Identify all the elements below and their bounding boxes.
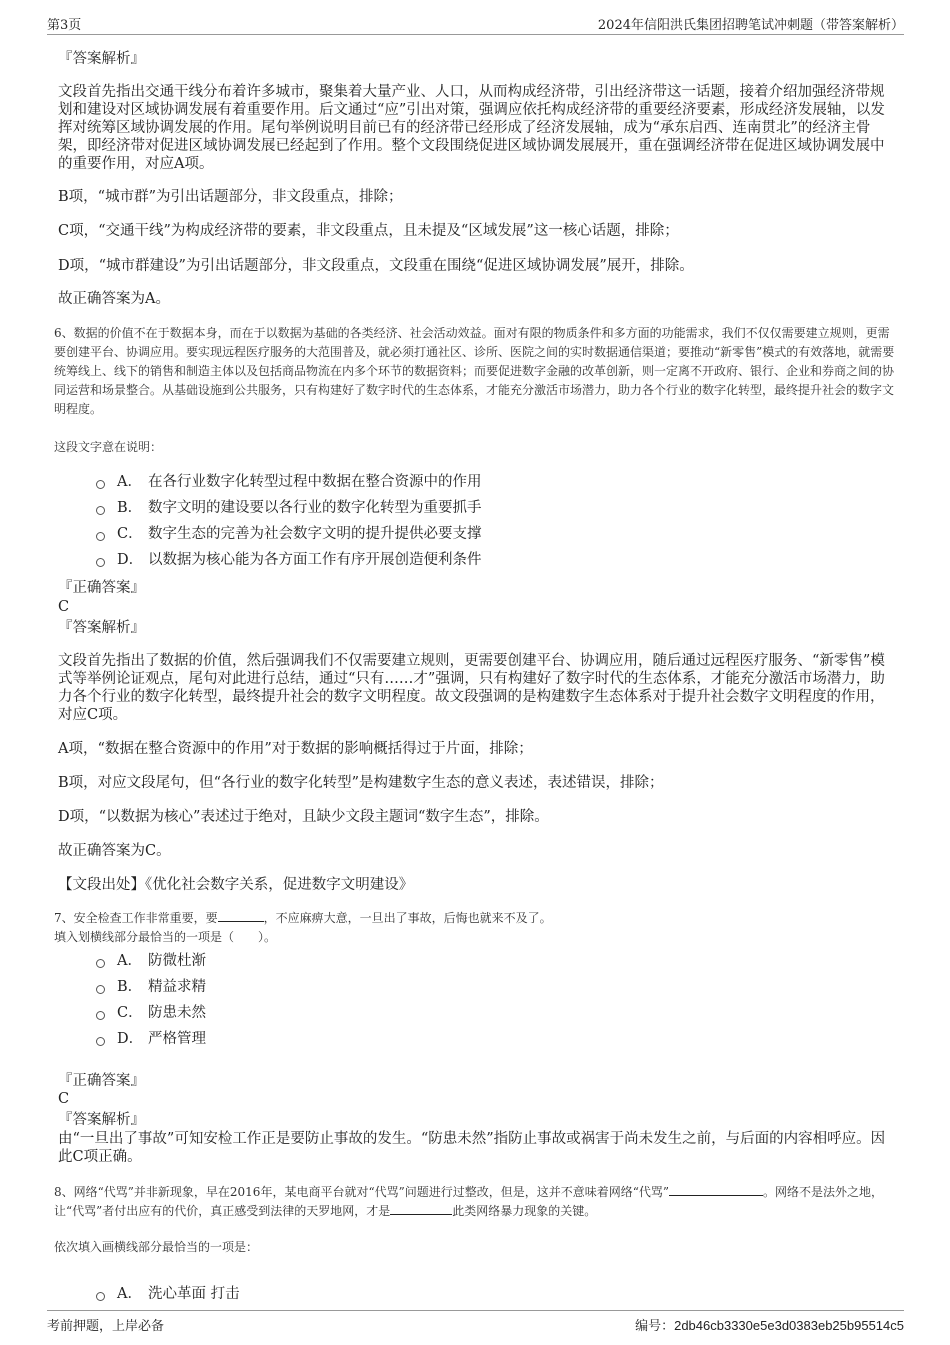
radio-icon[interactable]	[96, 959, 105, 968]
q6-option-a[interactable]: A． 在各行业数字化转型过程中数据在整合资源中的作用	[96, 472, 482, 492]
q5-explain-b: B项，“城市群”为引出话题部分，非文段重点，排除；	[58, 189, 403, 205]
radio-icon[interactable]	[96, 985, 105, 994]
radio-icon[interactable]	[96, 480, 105, 489]
q7-option-c[interactable]: C． 防患未然	[96, 1003, 206, 1023]
q7-answer-tag: 『正确答案』	[58, 1073, 145, 1089]
q5-explain-c: C项，“交通干线”为构成经济带的要素，非文段重点，且未提及“区域发展”这一核心话题，排除；	[58, 223, 679, 239]
q5-explain-d: D项，“城市群建设”为引出话题部分，非文段重点，文段重在围绕“促进区域协调发展”展开，排除。	[58, 258, 694, 274]
q6-conclusion: 故正确答案为C。	[58, 843, 171, 859]
q6-option-c[interactable]: C． 数字生态的完善为社会数字文明的提升提供必要支撑	[96, 524, 482, 544]
q5-analysis-tag: 『答案解析』	[58, 51, 145, 67]
footer-code: 编号：2db46cb3330e5e3d0383eb25b95514c5	[635, 1318, 904, 1334]
q5-conclusion: 故正确答案为A。	[58, 291, 170, 307]
q7-answer: C	[58, 1091, 70, 1107]
q6-source: 【文段出处】《优化社会数字关系，促进数字文明建设》	[58, 877, 414, 893]
radio-icon[interactable]	[96, 532, 105, 541]
q7-option-d[interactable]: D． 严格管理	[96, 1029, 206, 1049]
radio-icon[interactable]	[96, 506, 105, 515]
q7-analysis: 由“一旦出了事故”可知安检工作正是要防止事故的发生。“防患未然”指防止事故或祸害于尚未发生之前，与后面的内容相呼应。因此C项正确。	[58, 1131, 886, 1165]
q8-prompt: 依次填入画横线部分最恰当的一项是：	[54, 1240, 259, 1254]
q6-answer-tag: 『正确答案』	[58, 580, 145, 596]
q6-stem: 6、数据的价值不在于数据本身，而在于以数据为基础的各类经济、社会活动效益。面对有限的物质条件和多方面的功能需求，我们不仅仅需要建立规则，更需要创建平台、协调应用。要实现远程医疗服务的大范围普及，就必须打通社区、诊所、医院之间的实时数据通信渠道；要推动“新零售”模式的有效落地，就需要统筹线上、线下的销售和制造主体以及包括商品物流在内多个环节的数据资料；而要促进数字金融的改革创新，则一定离不开政府、银行、企业和券商之间的协同运营和场景整合。从基础设施到公共服务，只有构建好了数字时代的生态体系，才能充分激活市场潜力，助力各个行业的数字化转型，最终提升社会的数字文明程度。	[54, 326, 895, 416]
document-title: 2024年信阳洪氏集团招聘笔试冲刺题（带答案解析）	[597, 18, 904, 33]
q6-option-b[interactable]: B． 数字文明的建设要以各行业的数字化转型为重要抓手	[96, 498, 482, 518]
page-number: 第3页	[47, 18, 82, 33]
q6-option-d[interactable]: D． 以数据为核心能为各方面工作有序开展创造便利条件	[96, 550, 482, 570]
fill-blank-2	[390, 1202, 452, 1215]
radio-icon[interactable]	[96, 558, 105, 567]
radio-icon[interactable]	[96, 1011, 105, 1020]
page-header	[47, 12, 904, 35]
footer-slogan: 考前押题，上岸必备	[47, 1319, 165, 1334]
q7-stem: 7、安全检查工作非常重要，要 ，不应麻痹大意，一旦出了事故，后悔也就来不及了。	[54, 911, 552, 925]
q7-prompt: 填入划横线部分最恰当的一项是（ ）。	[54, 930, 277, 944]
q8-stem: 8、网络“代骂”并非新现象，早在2016年，某电商平台就对“代骂”问题进行过整改，但是，这并不意味着网络“代骂” 。网络不是法外之地，让“代骂”者付出应有的代价，真正感受到法律的天罗地网，才是 此类网络暴力现象的关键。	[54, 1185, 884, 1218]
fill-blank	[218, 909, 264, 922]
fill-blank-1	[669, 1183, 763, 1196]
q6-explain-d: D项，“以数据为核心”表述过于绝对，且缺少文段主题词“数字生态”，排除。	[58, 809, 549, 825]
q7-option-b[interactable]: B． 精益求精	[96, 977, 206, 997]
radio-icon[interactable]	[96, 1292, 105, 1301]
q5-analysis: 文段首先指出交通干线分布着许多城市，聚集着大量产业、人口，从而构成经济带，引出经济带这一话题，接着介绍加强经济带规划和建设对区域协调发展有着重要作用。后文通过“应”引出对策，强调应依托构成经济带的重要经济要素，形成经济发展轴，以发挥对统筹区域协调发展的作用。尾句举例说明目前已有的经济带已经形成了经济发展轴，成为“承东启西、连南贯北”的经济主骨架，即经济带对促进区域协调发展已经起到了作用。整个文段围绕促进区域协调发展展开，重在强调经济带在促进区域协调发展中的重要作用，对应A项。	[58, 84, 885, 172]
q6-analysis: 文段首先指出了数据的价值，然后强调我们不仅需要建立规则，更需要创建平台、协调应用，随后通过远程医疗服务、“新零售”模式等举例论证观点，尾句对此进行总结，通过“只有……才”强调，只有构建好了数字时代的生态体系，才能充分激活市场潜力，助力各个行业的数字化转型，最终提升社会的数字文明程度。故文段强调的是构建数字生态体系对于提升社会数字文明程度的作用，对应C项。	[58, 653, 885, 723]
radio-icon[interactable]	[96, 1037, 105, 1046]
q7-analysis-tag: 『答案解析』	[58, 1112, 145, 1128]
page-footer	[47, 1310, 904, 1335]
q7-option-a[interactable]: A． 防微杜渐	[96, 951, 206, 971]
q6-answer: C	[58, 599, 70, 615]
q6-prompt: 这段文字意在说明：	[54, 440, 163, 454]
q6-explain-b: B项，对应文段尾句，但“各行业的数字化转型”是构建数字生态的意义表述，表述错误，排除；	[58, 775, 664, 791]
q6-analysis-tag: 『答案解析』	[58, 620, 145, 636]
q8-option-a[interactable]: A． 洗心革面 打击	[96, 1284, 240, 1304]
q6-explain-a: A项，“数据在整合资源中的作用”对于数据的影响概括得过于片面，排除；	[58, 741, 533, 757]
